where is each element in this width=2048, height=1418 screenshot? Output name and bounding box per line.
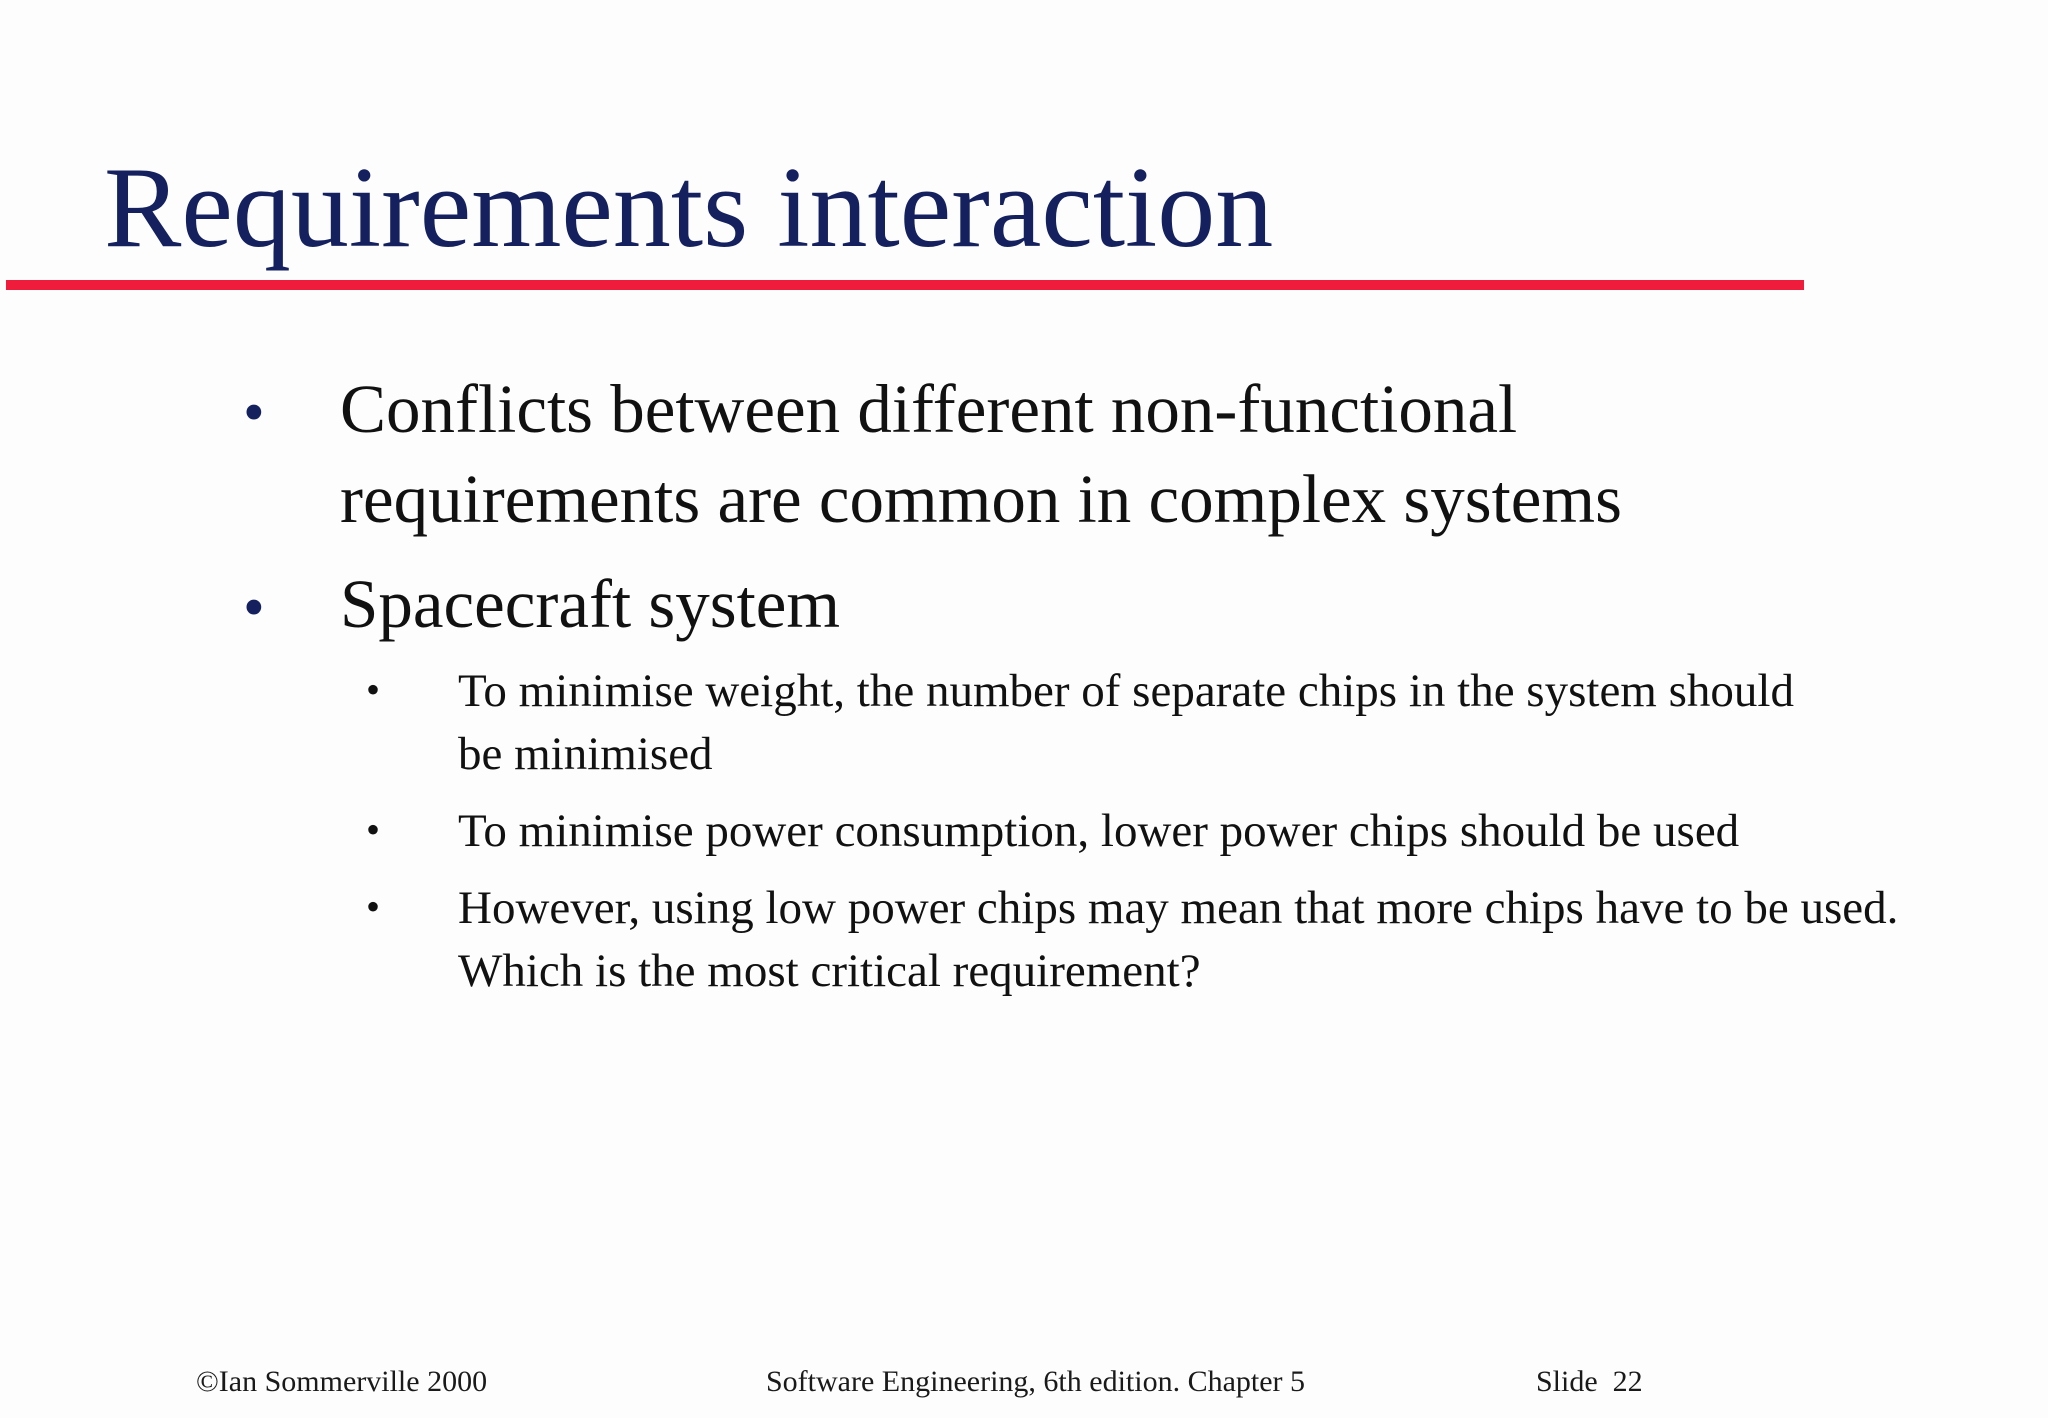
sub-bullet-item (366, 800, 2018, 863)
title-underline (6, 280, 1804, 290)
slide-title: Requirements interaction (104, 144, 1274, 272)
footer-slide-number: Slide 22 (1536, 1365, 1643, 1398)
bullet-item (243, 559, 1840, 649)
bullet-text: Spacecraft system (340, 566, 841, 642)
sub-bullet-text: To minimise power consumption, lower power chips should be used (458, 805, 1740, 857)
sub-bullet-marker: • (366, 667, 381, 712)
footer-copyright: ©Ian Sommerville 2000 (196, 1365, 488, 1398)
bullet-marker: • (243, 574, 265, 642)
sub-bullet-text: To minimise weight, the number of separate chips in the system should be minimised (458, 665, 1794, 780)
bullet-marker: • (243, 379, 265, 447)
bullet-item (243, 364, 1760, 544)
sub-bullet-item (366, 877, 1918, 1003)
sub-bullet-text: However, using low power chips may mean that more chips have to be used. Which is the most critical requirement? (458, 882, 1899, 997)
bullet-text: Conflicts between different non-functional requirements are common in complex systems (340, 371, 1622, 537)
footer-book-title: Software Engineering, 6th edition. Chapter 5 (766, 1365, 1306, 1398)
sub-bullet-marker: • (366, 807, 381, 852)
sub-bullet-item (366, 660, 1838, 786)
sub-bullet-marker: • (366, 884, 381, 929)
